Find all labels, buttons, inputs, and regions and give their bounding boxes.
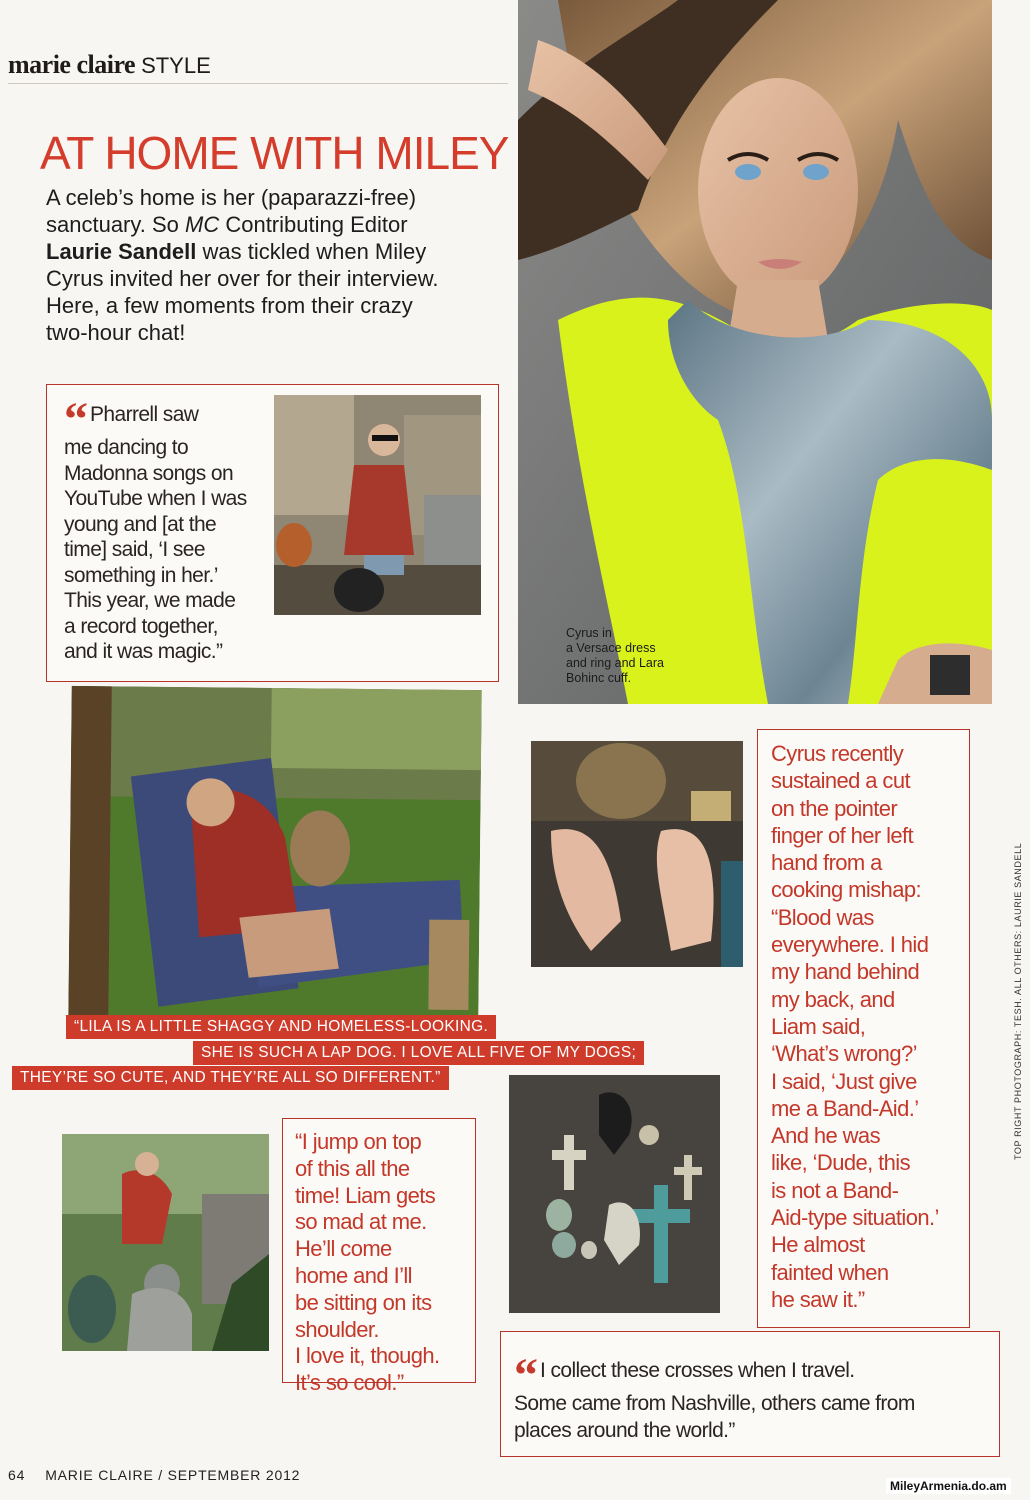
quote-line: “I jump on top — [295, 1129, 422, 1154]
quote-mark-icon: “ — [514, 1349, 528, 1402]
quote-line: Some came from Nashville, others came from — [514, 1392, 915, 1415]
quote-line: “Blood was — [771, 904, 874, 930]
quote-line: And he was — [771, 1123, 880, 1149]
dog-chair-photo — [68, 686, 481, 1025]
quote-line: It’s so cool.” — [295, 1370, 404, 1396]
photo-credit: TOP RIGHT PHOTOGRAPH: TESH. ALL OTHERS: LAURIE SANDELL — [1013, 842, 1023, 1160]
quote-line: be sitting on its — [295, 1289, 432, 1315]
quote-line: something in her.’ — [64, 563, 218, 587]
quote-line: YouTube when I was — [64, 487, 247, 510]
intro-line: Here, a few moments from their crazy — [46, 293, 413, 318]
quote-line: me dancing to — [64, 436, 189, 459]
quote-line: time] said, ‘I see — [64, 538, 205, 561]
masthead — [8, 50, 211, 80]
caption-banner-line-2: SHE IS SUCH A LAP DOG. I LOVE ALL FIVE OF MY DOGS; — [193, 1041, 644, 1065]
pharrell-quote — [64, 393, 264, 665]
page-footer — [8, 1467, 300, 1483]
quote-line: my hand behind — [771, 959, 920, 985]
quote-line: sustained a cut — [771, 768, 910, 794]
quote-line: “ I collect these crosses when I travel. — [514, 1349, 855, 1402]
quote-line: on the pointer — [771, 795, 898, 821]
intro-paragraph — [46, 184, 506, 346]
quote-line: is not a Band- — [771, 1177, 899, 1203]
caption-banner-line-1: “LILA IS A LITTLE SHAGGY AND HOMELESS-LOOKING. — [66, 1015, 496, 1039]
caption-banner-line-3: THEY’RE SO CUTE, AND THEY’RE ALL SO DIFFERENT.” — [12, 1066, 449, 1090]
intro-line: Cyrus invited her over for their interview. — [46, 266, 439, 291]
page-number: 64 — [8, 1467, 26, 1483]
quote-line: hand from a — [771, 850, 882, 876]
quote-line: everywhere. I hid — [771, 932, 929, 958]
watermark: MileyArmenia.do.am — [886, 1478, 1011, 1494]
backyard-photo — [274, 395, 481, 615]
intro-text: Contributing Editor — [219, 212, 408, 237]
caption-line: Bohinc cuff. — [566, 671, 632, 685]
quote-line: shoulder. — [295, 1316, 379, 1342]
cover-caption — [566, 626, 664, 686]
quote-line: time! Liam gets — [295, 1182, 436, 1208]
quote-line: fainted when — [771, 1259, 889, 1285]
author-name: Laurie Sandell — [46, 239, 197, 264]
quote-line: He almost — [771, 1232, 865, 1258]
intro-text: sanctuary. So — [46, 212, 185, 237]
footer-text: MARIE CLAIRE / SEPTEMBER 2012 — [45, 1467, 301, 1483]
intro-text: was tickled when Miley — [196, 239, 427, 264]
quote-line: I said, ‘Just give — [771, 1068, 917, 1094]
intro-line: two-hour chat! — [46, 320, 186, 345]
caption-line: a Versace dress — [566, 641, 656, 655]
quote-line: and it was magic.” — [64, 640, 223, 663]
caption-line: Cyrus in — [566, 626, 612, 640]
quote-line: This year, we made — [64, 589, 236, 612]
crosses-photo — [509, 1075, 720, 1313]
section-label: STYLE — [141, 53, 211, 78]
quote-line: of this all the — [295, 1155, 410, 1181]
quote-line: my back, and — [771, 986, 895, 1012]
crosses-quote — [514, 1349, 994, 1444]
quote-line: home and I’ll — [295, 1262, 412, 1288]
quote-line: places around the world.” — [514, 1418, 735, 1442]
quote-line: cooking mishap: — [771, 877, 921, 903]
caption-line: and ring and Lara — [566, 656, 664, 670]
intro-line — [46, 238, 506, 265]
page-title: AT HOME WITH MILEY — [40, 127, 509, 179]
buddha-quote — [295, 1129, 475, 1397]
hands-photo — [531, 741, 743, 967]
quote-line: a record together, — [64, 614, 218, 638]
quote-line: Madonna songs on — [64, 461, 234, 485]
brand-logo: marie claire — [8, 50, 136, 79]
quote-line: ‘What’s wrong?’ — [771, 1041, 917, 1067]
quote-line: like, ‘Dude, this — [771, 1150, 910, 1176]
intro-line — [46, 211, 506, 238]
quote-line: me a Band-Aid.’ — [771, 1095, 919, 1121]
quote-line: finger of her left — [771, 822, 914, 848]
quote-line: young and [at the — [64, 512, 217, 536]
cut-quote — [771, 740, 966, 1313]
quote-line: Aid-type situation.’ — [771, 1205, 939, 1231]
quote-line: Cyrus recently — [771, 741, 904, 766]
quote-line: so mad at me. — [295, 1209, 427, 1235]
quote-mark-icon: “ — [64, 393, 78, 446]
cover-photo — [518, 0, 992, 704]
buddha-photo — [62, 1134, 269, 1351]
intro-italic: MC — [185, 212, 220, 237]
quote-line: I love it, though. — [295, 1343, 440, 1369]
intro-line: A celeb’s home is her (paparazzi-free) — [46, 185, 417, 210]
masthead-rule — [8, 83, 508, 84]
quote-line: He’ll come — [295, 1236, 392, 1262]
quote-line: Liam said, — [771, 1013, 866, 1039]
quote-line: “ Pharrell saw — [64, 393, 199, 446]
quote-line: he saw it.” — [771, 1286, 865, 1312]
